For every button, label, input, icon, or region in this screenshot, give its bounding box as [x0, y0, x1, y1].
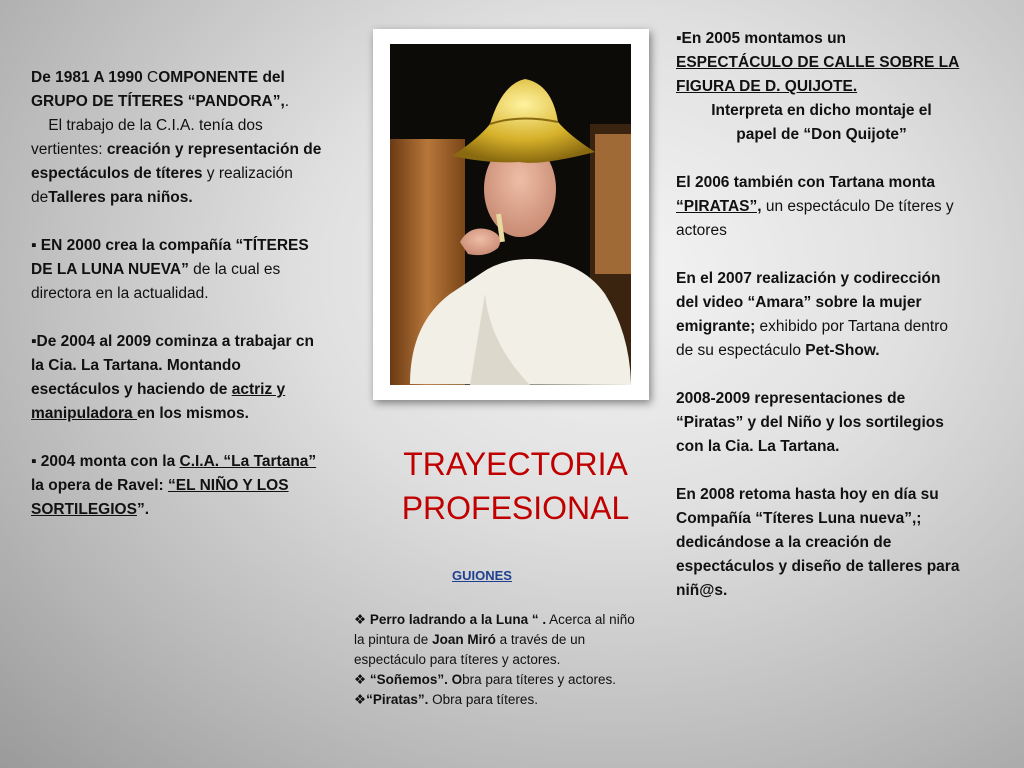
text-span: De 1981 A 1990: [31, 69, 148, 86]
right-paragraph-2: [676, 171, 961, 243]
square-bullet-icon: ▪: [31, 333, 37, 350]
text-span: .: [284, 93, 290, 110]
text-span: OMPONENTE del GRUPO DE TÍTERES “PANDORA”,: [31, 69, 285, 110]
text-span: El trabajo de la C.I.A. tenía dos vertientes:: [31, 117, 263, 158]
text-span: Obra para títeres.: [428, 692, 538, 707]
guiones-heading: GUIONES: [452, 568, 512, 583]
title-line-1: TRAYECTORIA: [403, 446, 628, 482]
right-paragraph-3: [676, 267, 961, 363]
right-paragraph-1: [676, 27, 961, 147]
text-span: Talleres para niños.: [48, 189, 193, 206]
text-span: “EL NIÑO Y LOS SORTILEGIOS: [31, 477, 289, 518]
left-paragraph-3: [31, 330, 327, 426]
text-span: Perro ladrando a la Luna “ .: [366, 612, 547, 627]
text-span: “Soñemos”. O: [366, 672, 463, 687]
text-span: En 2008 retoma hasta hoy en día su Compañía “Títeres Luna nueva”,; dedicándose a la creación de espectáculos y diseño de talleres para niñ@s.: [676, 486, 960, 599]
left-paragraph-4: [31, 450, 327, 522]
right-column: [676, 27, 961, 603]
diamond-bullet-icon: ❖: [354, 692, 367, 707]
text-span: exhibido por Tartana dentro de su espectáculo: [676, 318, 948, 359]
diamond-bullet-icon: ❖: [354, 612, 367, 627]
text-span: ESPECTÁCULO DE CALLE SOBRE LA FIGURA DE D. QUIJOTE.: [676, 54, 960, 95]
square-bullet-icon: ▪: [676, 30, 682, 47]
right-paragraph-5: [676, 483, 961, 603]
slide-title: [388, 442, 643, 530]
right-paragraph-4: [676, 387, 961, 459]
text-span: y realización de: [31, 165, 293, 206]
text-span: En 2005 montamos un: [681, 30, 847, 47]
guion-item: [354, 690, 639, 710]
text-span: 2008-2009 representaciones de “Piratas” y del Niño y los sortilegios con la Cia. La Tartana.: [676, 390, 944, 455]
text-span: de la cual es directora en la actualidad.: [31, 261, 281, 302]
text-span: C.I.A. “La Tartana”: [179, 453, 317, 470]
square-bullet-icon: ▪: [31, 237, 37, 254]
text-span: Acerca al niño la pintura de: [354, 612, 635, 647]
text-span: un espectáculo De títeres y actores: [676, 198, 954, 239]
guiones-list: [354, 610, 639, 710]
text-span: Interpreta en dicho montaje el papel de “Don Quijote”: [711, 102, 932, 143]
guion-item: [354, 670, 639, 690]
text-span: De 2004 al 2009 cominza a trabajar cn la Cia. La Tartana. Montando esectáculos y haciendo de: [31, 333, 314, 398]
text-span: creación y representación de espectáculos de títeres: [31, 141, 322, 182]
text-span: Pet-Show.: [805, 342, 880, 359]
text-span: a través de un espectáculo para títeres y actores.: [354, 632, 586, 667]
guion-item: [354, 610, 639, 670]
left-paragraph-2: [31, 234, 327, 306]
text-span: actriz y manipuladora: [31, 381, 286, 422]
text-span: C: [147, 69, 159, 86]
text-span: Joan Miró: [432, 632, 496, 647]
left-column: [31, 66, 327, 522]
text-span: bra para títeres y actores.: [462, 672, 616, 687]
text-span: 2004 monta con la: [36, 453, 180, 470]
text-span: ”.: [136, 501, 149, 518]
text-span: la opera de Ravel:: [31, 477, 168, 494]
text-span: “PIRATAS”,: [676, 198, 762, 215]
text-span: En el 2007 realización y codirección del video “Amara” sobre la mujer emigrante;: [676, 270, 941, 335]
text-span: EN 2000 crea la compañía “TÍTERES DE LA LUNA NUEVA”: [31, 237, 309, 278]
portrait-photo-icon: [390, 44, 631, 385]
portrait-photo: [390, 44, 631, 385]
diamond-bullet-icon: ❖: [354, 672, 367, 687]
text-span: El 2006 también con Tartana monta: [676, 174, 935, 191]
title-line-2: PROFESIONAL: [401, 490, 630, 526]
square-bullet-icon: ▪: [31, 453, 37, 470]
photo-frame: [373, 29, 649, 400]
left-paragraph-1: [31, 66, 327, 210]
text-span: “Piratas”.: [366, 692, 429, 707]
text-span: en los mismos.: [136, 405, 249, 422]
